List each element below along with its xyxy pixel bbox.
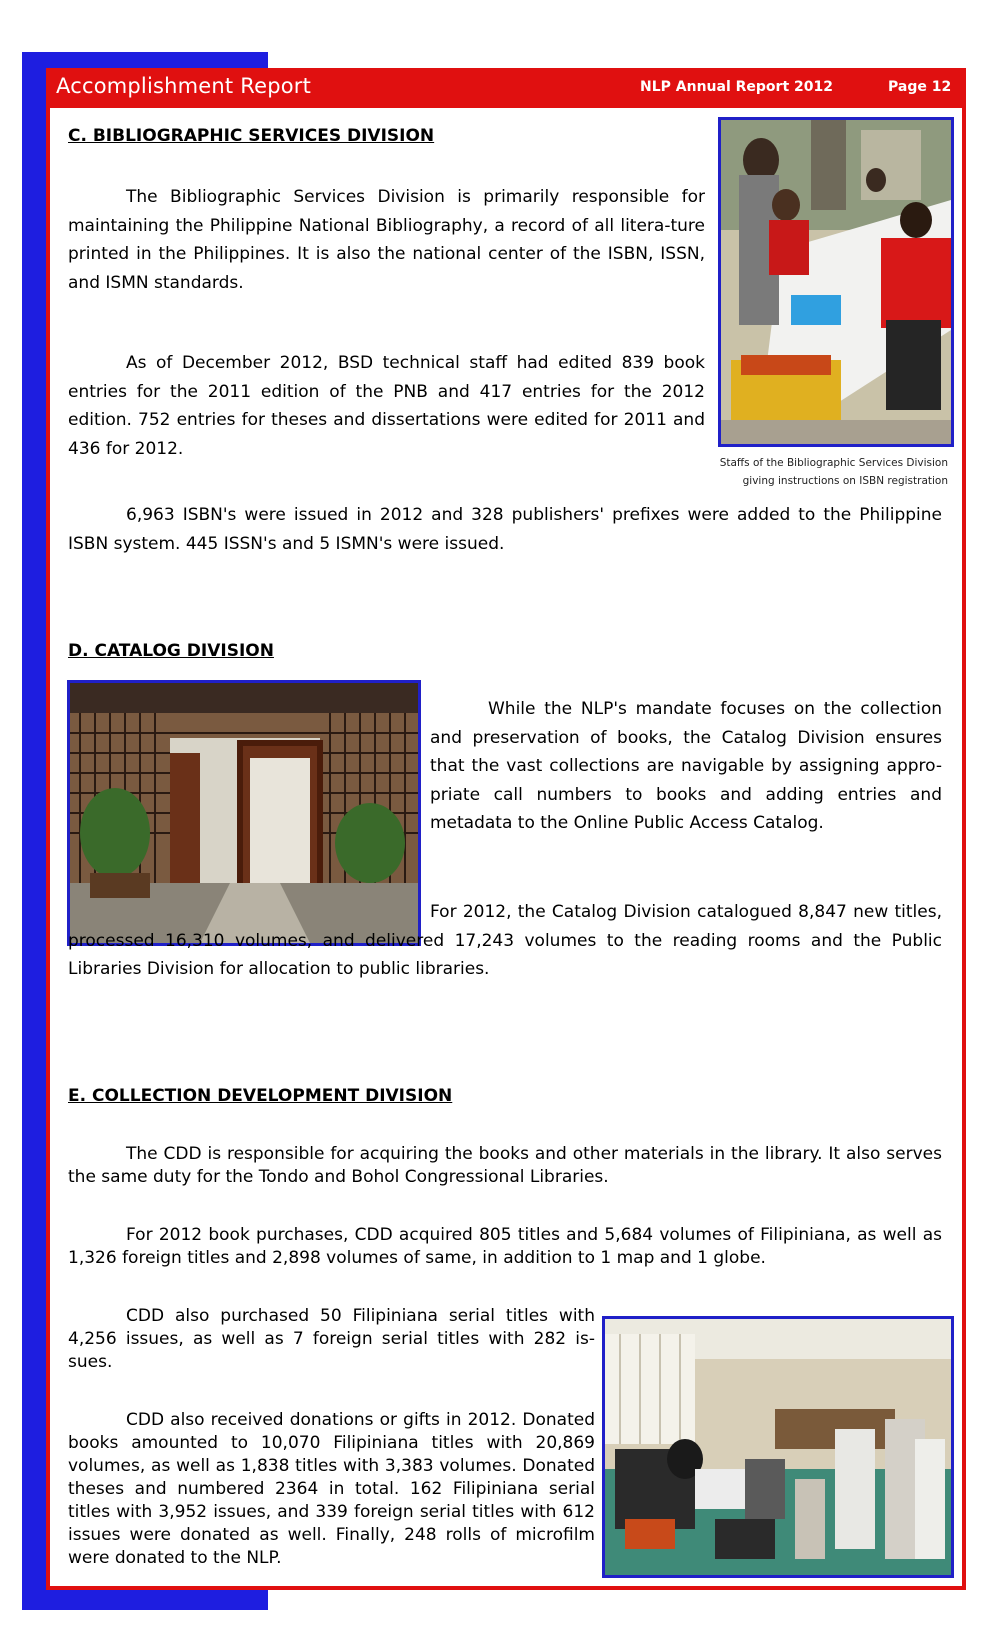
catalog-heading: D. CATALOG DIVISION (68, 641, 274, 661)
cdd-paragraph-4: CDD also received donations or gifts in 2012. Donated books amounted to 10,070 Filipiniana titles with 20,869 volumes, as well as 1,838 titles with 3,383 volumes. Donated theses and numbered 2364 in total. 162 Filipiniana serial titles with 3,952 issues, and 339 foreign serial titles with 612 issues were donated as well. Finally, 248 rolls of microfilm were donated to the NLP. (68, 1410, 595, 1568)
cdd-workroom-photo-art (605, 1319, 951, 1575)
bsd-paragraph-2: As of December 2012, BSD technical staff had edited 839 book entries for the 2011 edition of the PNB and 417 entries for the 2012 edition. 752 entries for theses and dissertations were edited for 2011 and 436 for 2012. (68, 353, 705, 459)
bsd-staff-photo (718, 117, 954, 447)
cdd-paragraph-3: CDD also purchased 50 Filipiniana serial titles with 4,256 issues, as well as 7 foreign serial titles with 282 is-sues. (68, 1306, 595, 1372)
header-page-number: Page 12 (888, 79, 952, 95)
catalog-paragraph-1: While the NLP's mandate focuses on the collection and preservation of books, the Catalog Division ensures that the vast collections are navigable by assigning appro-priate call numbers to books and adding entries and metadata to the Online Public Access Catalog. (430, 699, 942, 833)
header-report-name: NLP Annual Report 2012 (640, 79, 833, 95)
header-title: Accomplishment Report (56, 74, 312, 98)
cdd-paragraph-1: The CDD is responsible for acquiring the books and other materials in the library. It also serves the same duty for the Tondo and Bohol Congressional Libraries. (68, 1144, 942, 1187)
cdd-workroom-photo (602, 1316, 954, 1578)
cdd-heading: E. COLLECTION DEVELOPMENT DIVISION (68, 1086, 453, 1106)
bsd-paragraph-3: 6,963 ISBN's were issued in 2012 and 328 publishers' prefixes were added to the Philippine ISBN system. 445 ISSN's and 5 ISMN's were issued. (68, 505, 942, 554)
bsd-heading: C. BIBLIOGRAPHIC SERVICES DIVISION (68, 126, 435, 146)
caption-line-1: Staffs of the Bibliographic Services Division (719, 457, 948, 469)
catalog-paragraph-2: For 2012, the Catalog Division catalogued 8,847 new titles, processed 16,310 volumes, and delivered 17,243 volumes to the reading rooms and the Public Libraries Division for allocation to public libraries. (68, 902, 942, 979)
header-bar (46, 68, 966, 108)
cdd-paragraph-2: For 2012 book purchases, CDD acquired 805 titles and 5,684 volumes of Filipiniana, as well as 1,326 foreign titles and 2,898 volumes of same, in addition to 1 map and 1 globe. (68, 1225, 942, 1268)
caption-line-2: giving instructions on ISBN registration (742, 475, 948, 487)
bsd-staff-photo-art (721, 120, 951, 444)
bsd-paragraph-1: The Bibliographic Services Division is primarily responsible for maintaining the Philippine National Bibliography, a record of all litera-ture printed in the Philippines. It is also the national center of the ISBN, ISSN, and ISMN standards. (68, 187, 705, 293)
bsd-photo-caption (718, 454, 948, 490)
